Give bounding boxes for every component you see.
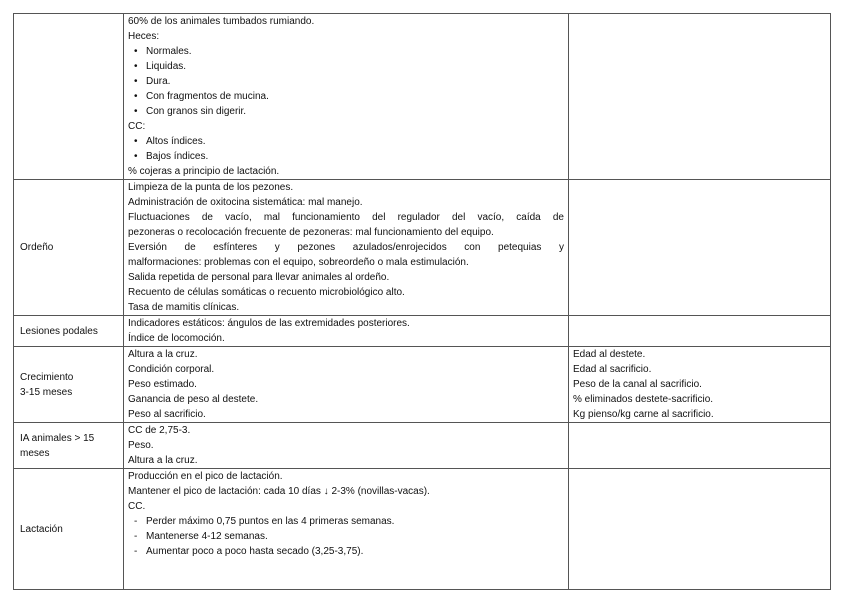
table-row <box>14 423 831 469</box>
text-line: Ganancia de peso al destete. <box>128 394 259 405</box>
row-content <box>124 469 569 590</box>
row-content <box>124 14 569 180</box>
bullet-item: • Con granos sin digerir. <box>128 104 564 119</box>
text-line: malformaciones: problemas con el equipo, sobreordeño o mala estimulación. <box>128 257 469 268</box>
row-label <box>14 14 124 180</box>
text-line: Tasa de mamitis clínicas. <box>128 302 240 313</box>
row-label: Crecimiento 3-15 meses <box>14 347 124 423</box>
text-line: Salida repetida de personal para llevar animales al ordeño. <box>128 272 390 283</box>
text-line: CC: <box>128 121 146 132</box>
row-content <box>124 423 569 469</box>
row-content <box>124 316 569 347</box>
text-line: Administración de oxitocina sistemática: mal manejo. <box>128 197 363 208</box>
row-content <box>124 180 569 316</box>
dash-item: - Aumentar poco a poco hasta secado (3,25-3,75). <box>128 544 564 559</box>
text-line: Altura a la cruz. <box>128 455 198 466</box>
text-line: Eversión de esfínteres y pezones azulados/enrojecidos con petequias y <box>128 242 564 253</box>
row-label: IA animales > 15 meses <box>14 423 124 469</box>
text-line: Peso estimado. <box>128 379 197 390</box>
text-line: Mantener el pico de lactación: cada 10 días ↓ 2-3% (novillas-vacas). <box>128 486 430 497</box>
table-row <box>14 14 831 180</box>
text-line: Peso al sacrificio. <box>128 409 206 420</box>
bullet-item: • Liquidas. <box>128 59 564 74</box>
bullet-item: • Con fragmentos de mucina. <box>128 89 564 104</box>
text-line: Indicadores estáticos: ángulos de las extremidades posteriores. <box>128 318 410 329</box>
text-line: Peso. <box>128 440 154 451</box>
text-line: Producción en el pico de lactación. <box>128 471 283 482</box>
table-row <box>14 469 831 590</box>
note-line: Kg pienso/kg carne al sacrificio. <box>573 409 714 420</box>
text-line: Heces: <box>128 31 160 42</box>
text-line: CC. <box>128 501 146 512</box>
text-line: 60% de los animales tumbados rumiando. <box>128 16 315 27</box>
bullet-item: • Normales. <box>128 44 564 59</box>
row-notes <box>569 316 831 347</box>
note-line: Edad al destete. <box>573 349 646 360</box>
row-label: Lesiones podales <box>14 316 124 347</box>
table-row <box>14 347 831 423</box>
text-line: pezoneras o recolocación frecuente de pezoneras: mal funcionamiento del equipo. <box>128 227 494 238</box>
dash-item: - Perder máximo 0,75 puntos en las 4 primeras semanas. <box>128 514 564 529</box>
text-line: Altura a la cruz. <box>128 349 198 360</box>
dash-item: - Mantenerse 4-12 semanas. <box>128 529 564 544</box>
text-line: Limpieza de la punta de los pezones. <box>128 182 294 193</box>
text-line: % cojeras a principio de lactación. <box>128 166 280 177</box>
text-line: CC de 2,75-3. <box>128 425 191 436</box>
note-line: Peso de la canal al sacrificio. <box>573 379 702 390</box>
text-line: Índice de locomoción. <box>128 333 225 344</box>
row-label: Ordeño <box>14 180 124 316</box>
table-body <box>14 14 831 590</box>
row-notes <box>569 180 831 316</box>
row-label: Lactación <box>14 469 124 590</box>
table-row <box>14 180 831 316</box>
text-line: Condición corporal. <box>128 364 215 375</box>
row-content <box>124 347 569 423</box>
table-row <box>14 316 831 347</box>
row-notes <box>569 423 831 469</box>
row-notes <box>569 469 831 590</box>
bullet-item: • Dura. <box>128 74 564 89</box>
text-line: Recuento de células somáticas o recuento microbiológico alto. <box>128 287 405 298</box>
bullet-item: • Altos índices. <box>128 134 564 149</box>
row-notes <box>569 14 831 180</box>
text-line: Fluctuaciones de vacío, mal funcionamiento del regulador del vacío, caída de <box>128 212 564 223</box>
note-line: Edad al sacrificio. <box>573 364 652 375</box>
document-table <box>13 13 831 590</box>
row-notes <box>569 347 831 423</box>
note-line: % eliminados destete-sacrificio. <box>573 394 714 405</box>
bullet-item: • Bajos índices. <box>128 149 564 164</box>
